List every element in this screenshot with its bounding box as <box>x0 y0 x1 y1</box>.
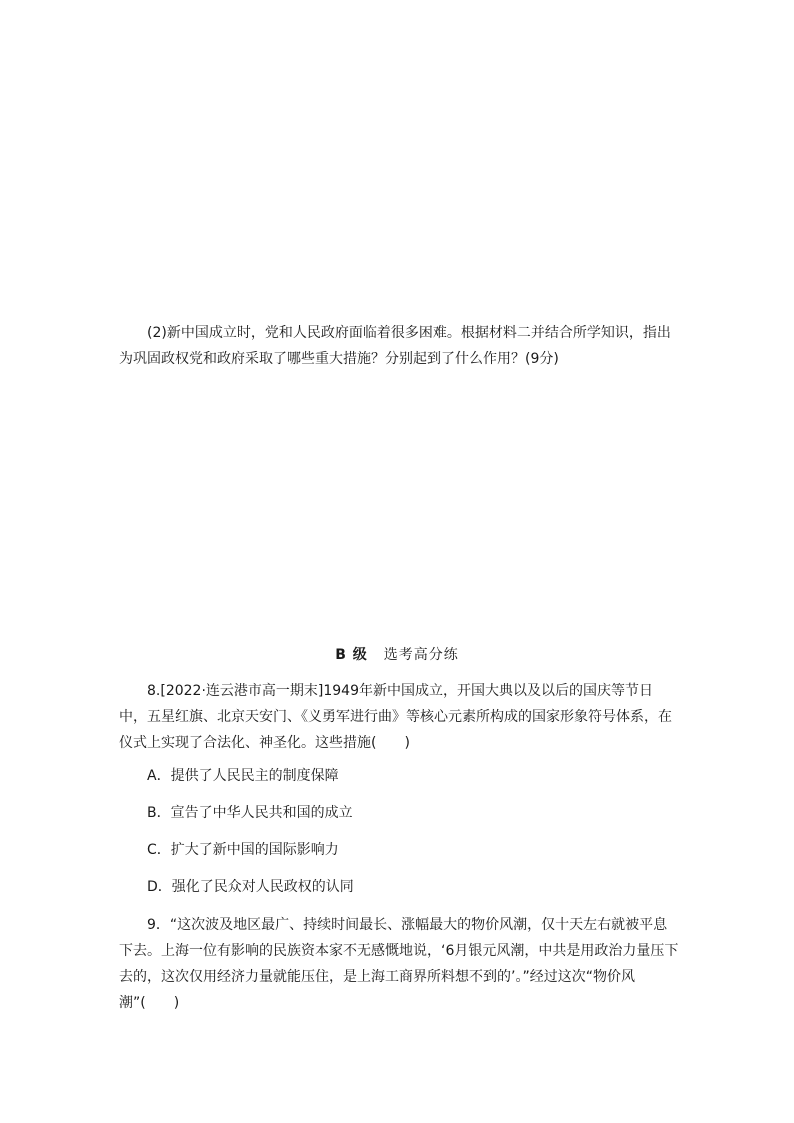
question-8 <box>119 678 679 756</box>
question-8-stem: 8.[2022·连云港市高一期末]1949年新中国成立，开国大典以及以后的国庆等节日中，五星红旗、北京天安门、《义勇军进行曲》等核心元素所构成的国家形象符号体系，在仪式上实现了合法化、神圣化。这些措施( ) <box>119 683 672 751</box>
question-8-option-b: B．宣告了中华人民共和国的成立 <box>147 805 353 821</box>
section-b-title: B 级 <box>335 647 368 663</box>
question-8-option-d: D．强化了民众对人民政权的认同 <box>147 879 354 895</box>
question-9-stem: 9．“这次波及地区最广、持续时间最长、涨幅最大的物价风潮，仅十天左右就被平息下去。上海一位有影响的民族资本家不无感慨地说，‘6月银元风潮，中共是用政治力量压下去的，这次仅用经济力量就能压住，是上海工商界所料想不到的’。”经过这次“物价风潮”( ) <box>119 917 679 1011</box>
section-b-subtitle: 选考高分练 <box>383 647 459 663</box>
section-b-heading <box>0 643 794 667</box>
question-7-part-2 <box>119 320 679 372</box>
question-8-option-c: C．扩大了新中国的国际影响力 <box>147 842 339 858</box>
question-8-option-a: A．提供了人民民主的制度保障 <box>147 768 339 784</box>
question-7-part-2-text: (2)新中国成立时，党和人民政府面临着很多困难。根据材料二并结合所学知识，指出为巩固政权党和政府采取了哪些重大措施？分别起到了什么作用？(9分) <box>119 325 671 367</box>
question-9 <box>119 912 679 1016</box>
